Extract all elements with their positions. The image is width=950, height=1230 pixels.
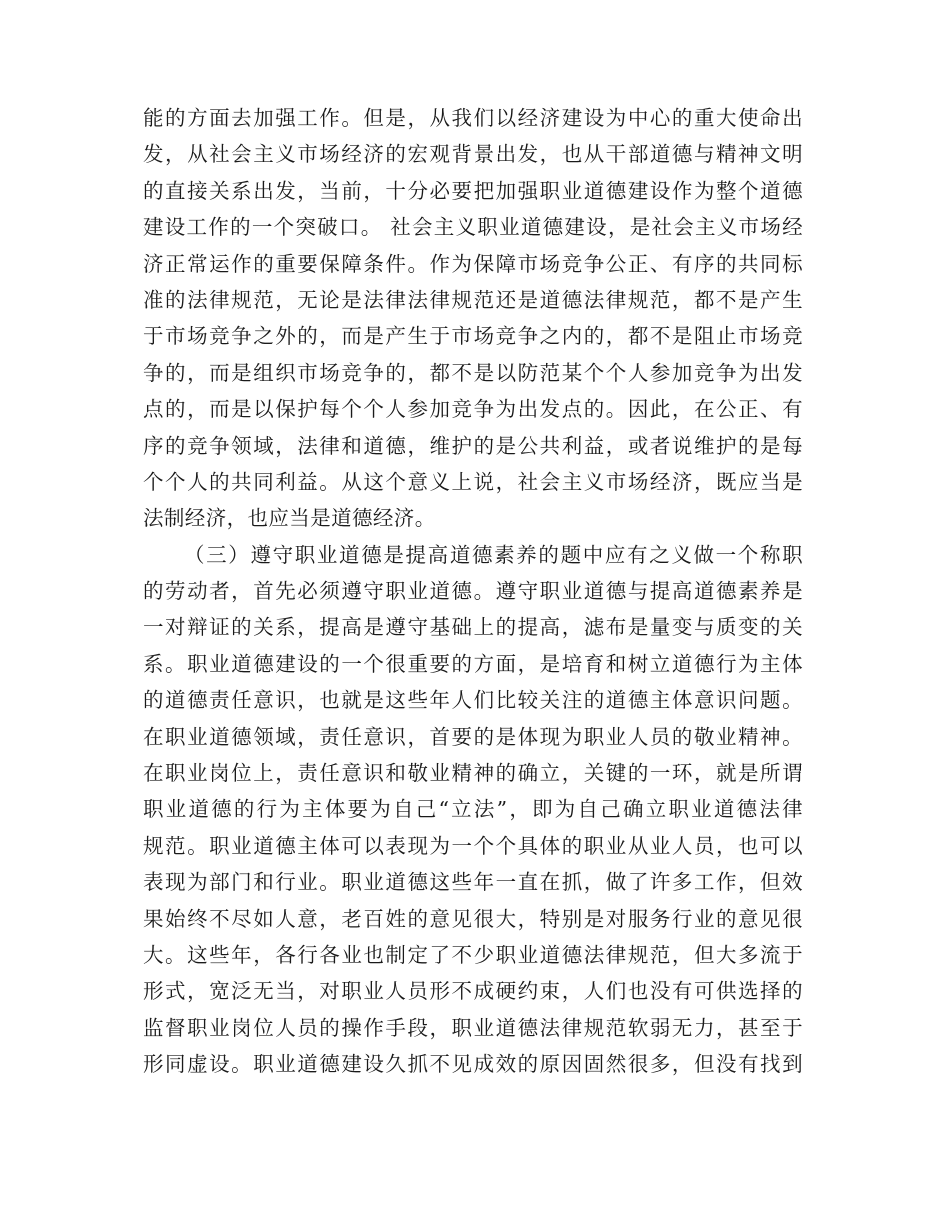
section-heading-line: （三）遵守职业道德是提高道德素养的题中应有之义做一个称职	[184, 542, 803, 567]
text-line: 形式，宽泛无当，对职业人员形不成硬约束，人们也没有可供选择的	[143, 979, 803, 1004]
text-line: 表现为部门和行业。职业道德这些年一直在抓，做了许多工作，但效	[143, 870, 803, 895]
paragraph-end-line: 法制经济，也应当是道德经济。	[143, 506, 436, 531]
text-line: 形同虚设。职业道德建设久抓不见成效的原因固然很多，但没有找到	[143, 1052, 803, 1077]
text-line: 在职业道德领域，责任意识，首要的是体现为职业人员的敬业精神。	[143, 724, 803, 749]
text-line: 果始终不尽如人意，老百姓的意见很大，特别是对服务行业的意见很	[143, 906, 803, 931]
text-line: 的道德责任意识，也就是这些年人们比较关注的道德主体意识问题。	[143, 688, 803, 713]
text-line: 规范。职业道德主体可以表现为一个个具体的职业从业人员，也可以	[143, 833, 803, 858]
body-text	[143, 100, 803, 1083]
text-line: 争的，而是组织市场竞争的，都不是以防范某个个人参加竞争为出发	[143, 360, 803, 385]
text-line: 能的方面去加强工作。但是，从我们以经济建设为中心的重大使命出	[143, 106, 803, 130]
text-line: 监督职业岗位人员的操作手段，职业道德法律规范软弱无力，甚至于	[143, 1015, 803, 1040]
text-line: 在职业岗位上，责任意识和敬业精神的确立，关键的一环，就是所谓	[143, 761, 803, 786]
text-line: 的劳动者，首先必须遵守职业道德。遵守职业道德与提高道德素养是	[143, 579, 803, 604]
text-line: 于市场竞争之外的，而是产生于市场竞争之内的，都不是阻止市场竞	[143, 324, 803, 349]
text-line: 建设工作的一个突破口。 社会主义职业道德建设，是社会主义市场经	[143, 215, 803, 240]
text-line: 职业道德的行为主体要为自己“立法”，即为自己确立职业道德法律	[143, 797, 803, 822]
text-line: 济正常运作的重要保障条件。作为保障市场竞争公正、有序的共同标	[143, 251, 803, 276]
text-line: 发，从社会主义市场经济的宏观背景出发，也从干部道德与精神文明	[143, 142, 803, 167]
text-line: 一对辩证的关系，提高是遵守基础上的提高，滤布是量变与质变的关	[143, 615, 803, 640]
text-line: 个个人的共同利益。从这个意义上说，社会主义市场经济，既应当是	[143, 469, 803, 494]
text-line: 序的竞争领域，法律和道德，维护的是公共利益，或者说维护的是每	[143, 433, 803, 458]
text-line: 大。这些年，各行各业也制定了不少职业道德法律规范，但大多流于	[143, 942, 803, 967]
text-line: 点的，而是以保护每个个人参加竞争为出发点的。因此，在公正、有	[143, 397, 803, 422]
text-line: 的直接关系出发，当前，十分必要把加强职业道德建设作为整个道德	[143, 178, 803, 203]
text-line: 系。职业道德建设的一个很重要的方面，是培育和树立道德行为主体	[143, 651, 803, 676]
text-line: 准的法律规范，无论是法律法律规范还是道德法律规范，都不是产生	[143, 287, 803, 312]
